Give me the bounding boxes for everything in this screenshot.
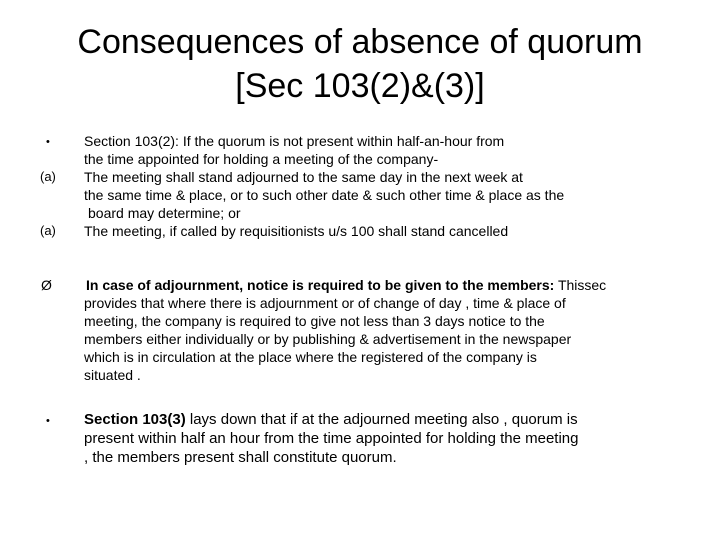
list-item: [40, 168, 680, 186]
list-item-text: [84, 222, 680, 240]
section-adjournment-line: which is in circulation at the place where the registered of the company is: [84, 349, 537, 365]
section-103-3-text: [84, 410, 690, 467]
list-marker: (a): [40, 223, 56, 238]
section-103-2-line1: If the quorum is not present within half-an-hour from: [178, 133, 505, 149]
section-103-3-row: [40, 410, 690, 467]
list-item-text: [84, 168, 680, 186]
section-103-3-line: present within half an hour from the time appointed for holding the meeting: [84, 430, 579, 447]
section-103-3: [40, 410, 690, 467]
section-103-3-line: , the members present shall constitute quorum.: [84, 449, 397, 466]
list-item-line: The meeting shall stand adjourned to the same day in the next week at: [84, 169, 523, 185]
section-103-2-lead: Section 103(2):: [84, 133, 179, 149]
section-adjournment-line: situated .: [84, 367, 141, 383]
list-item-line: the same time & place, or to such other date & such other time & place as the: [84, 187, 565, 203]
list-item-line: The meeting, if called by requisitionists u/s 100 shall stand cancelled: [84, 223, 509, 239]
section-103-3-lead: Section 103(3): [84, 411, 186, 428]
section-103-2: [40, 132, 680, 240]
section-103-3-line1-tail: lays down that if at the adjourned meeting also , quorum is: [185, 411, 578, 428]
section-adjournment-text: [84, 276, 690, 384]
section-adjournment-line: members either individually or by publishing & advertisement in the newspaper: [84, 331, 572, 347]
bullet-icon: •: [46, 136, 50, 148]
section-103-2-line2: the time appointed for holding a meeting of the company-: [84, 151, 439, 167]
title-line-2: [Sec 103(2)&(3)]: [235, 67, 485, 105]
arrow-bullet-icon: Ø: [41, 277, 52, 293]
list-item-line: board may determine; or: [88, 205, 241, 221]
section-adjournment-lead: In case of adjournment, notice is required to be given to the members:: [86, 277, 555, 293]
list-item-continuation: [40, 186, 680, 222]
list-marker: (a): [40, 169, 56, 184]
slide-title: [0, 20, 720, 108]
section-adjournment-line1-tail: Thissec: [554, 277, 607, 293]
title-line-1: Consequences of absence of quorum: [77, 23, 643, 61]
section-adjournment-notice: [40, 276, 690, 384]
section-adjournment-row: [40, 276, 690, 384]
section-adjournment-line: provides that where there is adjournment or of change of day , time & place of: [84, 295, 566, 311]
section-adjournment-line: meeting, the company is required to give not less than 3 days notice to the: [84, 313, 545, 329]
list-item: [40, 222, 680, 240]
section-103-2-intro-text: [84, 132, 680, 168]
bullet-icon: •: [46, 415, 50, 427]
section-103-2-intro: [40, 132, 680, 168]
